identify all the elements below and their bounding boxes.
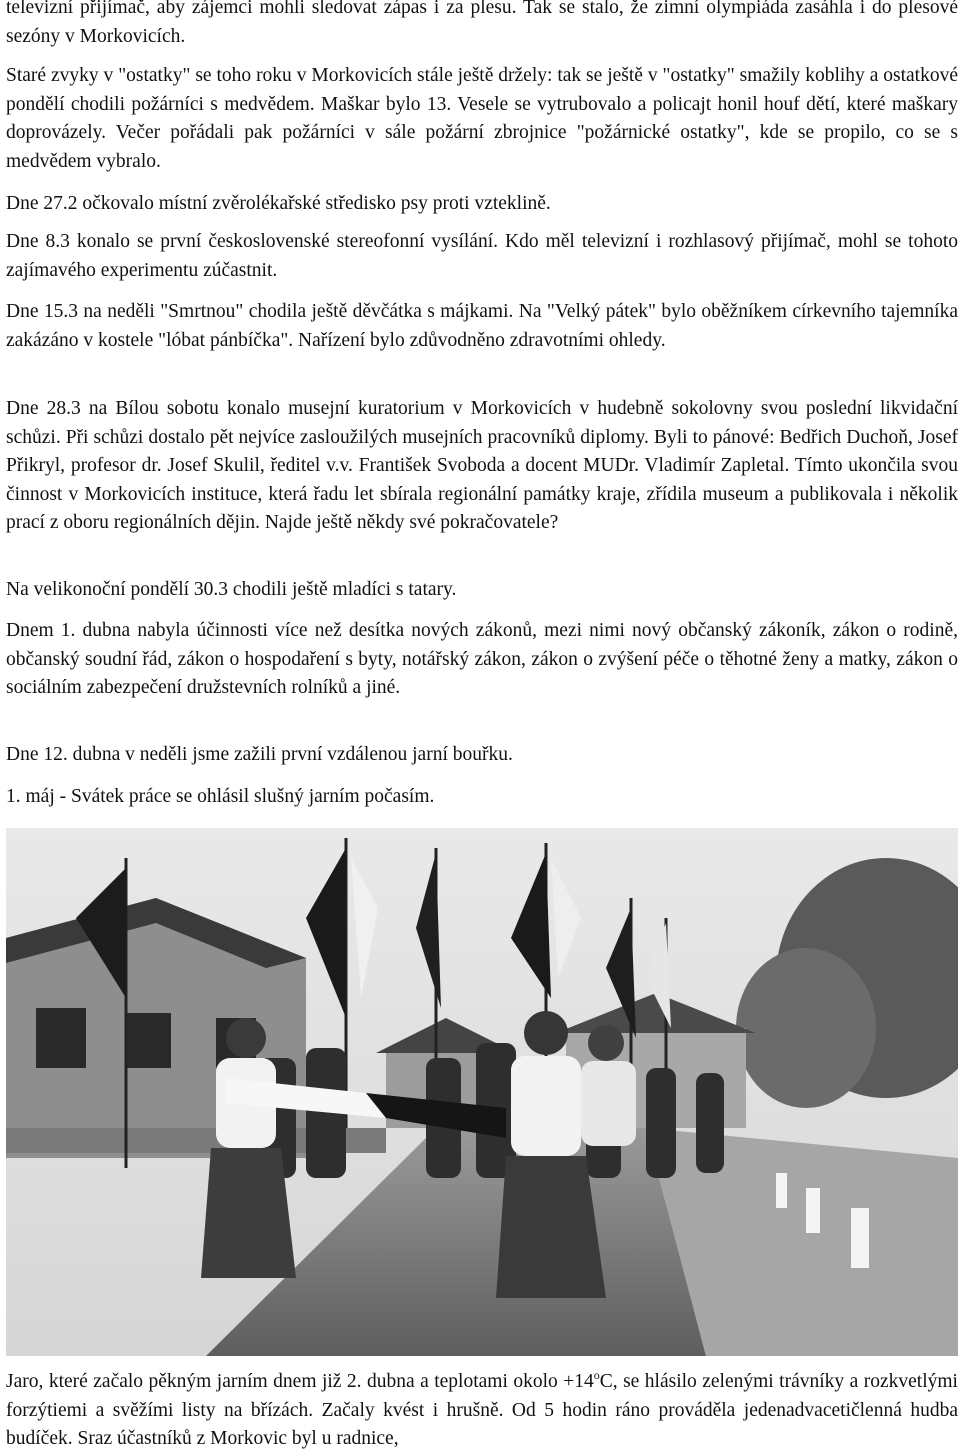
spring-text-start: Jaro, které začalo pěkným jarním dnem již 2. dubna a teplotami okolo +14 xyxy=(6,1371,594,1392)
paragraph-stereo-broadcast: Dne 8.3 konalo se první československé stereofonní vysílání. Kdo měl televizní i rozhlasový přijímač, mohl se tohoto zajímavého experimentu zúčastnit. xyxy=(6,231,958,281)
paragraph-easter-monday: Na velikonoční pondělí 30.3 chodili ještě mladíci s tatary. xyxy=(6,579,457,600)
spring-text-end: C, se hlásilo zelenými trávníky a rozkvetlými forzýtiemi a svěžími listy na břízách. Začaly kvést i hrušně. Od 5 hodin ráno prováděla jedenadvacetičlenná hudba budíček. Sraz účastníků z Morkovic byl u radnice, xyxy=(6,1371,958,1449)
paragraph-first-storm: Dne 12. dubna v neděli jsme zažili první vzdálenou jarní bouřku. xyxy=(6,744,513,765)
degree-superscript: o xyxy=(593,1367,600,1382)
paragraph-vaccination: Dne 27.2 očkovalo místní zvěrolékařské středisko psy proti vzteklině. xyxy=(6,193,551,214)
paragraph-museum-kuratorium: Dne 28.3 na Bílou sobotu konalo musejní kuratorium v Morkovicích v hudebně sokolovny svou poslední likvidační schůzi. Při schůzi dostalo pět nejvíce zasloužilých musejních pracovníků diplomy. Byli to pánové: Bedřich Duchoň, Josef Přikryl, profesor dr. Josef Skulil, ředitel v.v. František Svoboda a docent MUDr. Vladimír Zapletal. Tímto ukončila svou činnost v Morkovicích instituce, která řadu let sbírala regionální památky kraje, zřídila museum a publikovala i několik prací z oboru regionálních dějin. Najde ještě někdy své pokračovatele? xyxy=(6,398,958,533)
paragraph-smrtna-nedele: Dne 15.3 na neděli "Smrtnou" chodila ještě děvčátka s májkami. Na "Velký pátek" bylo oběžníkem církevního tajemníka zakázáno v kostele "lóbat pánbíčka". Nařízení bylo zdůvodněno zdravotními ohledy. xyxy=(6,301,958,351)
paragraph-may-day: 1. máj - Svátek práce se ohlásil slušný jarním počasím. xyxy=(6,786,435,807)
paragraph-new-laws: Dnem 1. dubna nabyla účinnosti více než desítka nových zákonů, mezi nimi nový občanský zákoník, zákon o rodině, občanský soudní řád, zákon o hospodaření s byty, notářský zákon, zákon o zvýšení péče o těhotné ženy a matky, zákon o sociálním zabezpečení družstevních rolníků a jiné. xyxy=(6,620,958,698)
paragraph-ostatky: Staré zvyky v "ostatky" se toho roku v Morkovicích stále ještě držely: tak se ještě v "ostatky" smažily koblihy a ostatkové pondělí chodili požárníci s medvědem. Maškar bylo 13. Vesele se vytrubovalo a policajt honil houf dětí, které maškary doprovázely. Večer pořádali pak požárníci v sále požární zbrojnice "požárnické ostatky", kde se propilo, co se s medvědem vybralo. xyxy=(6,65,958,172)
paragraph-spring xyxy=(6,1368,958,1454)
parade-photo-illustration xyxy=(6,828,958,1356)
may-day-parade-photo xyxy=(6,828,958,1356)
paragraph-olympics: televizní přijímač, aby zájemci mohli sledovat zápas i za plesu. Tak se stalo, že zimní olympiáda zasáhla i do plesové sezóny v Morkovicích. xyxy=(6,0,958,47)
